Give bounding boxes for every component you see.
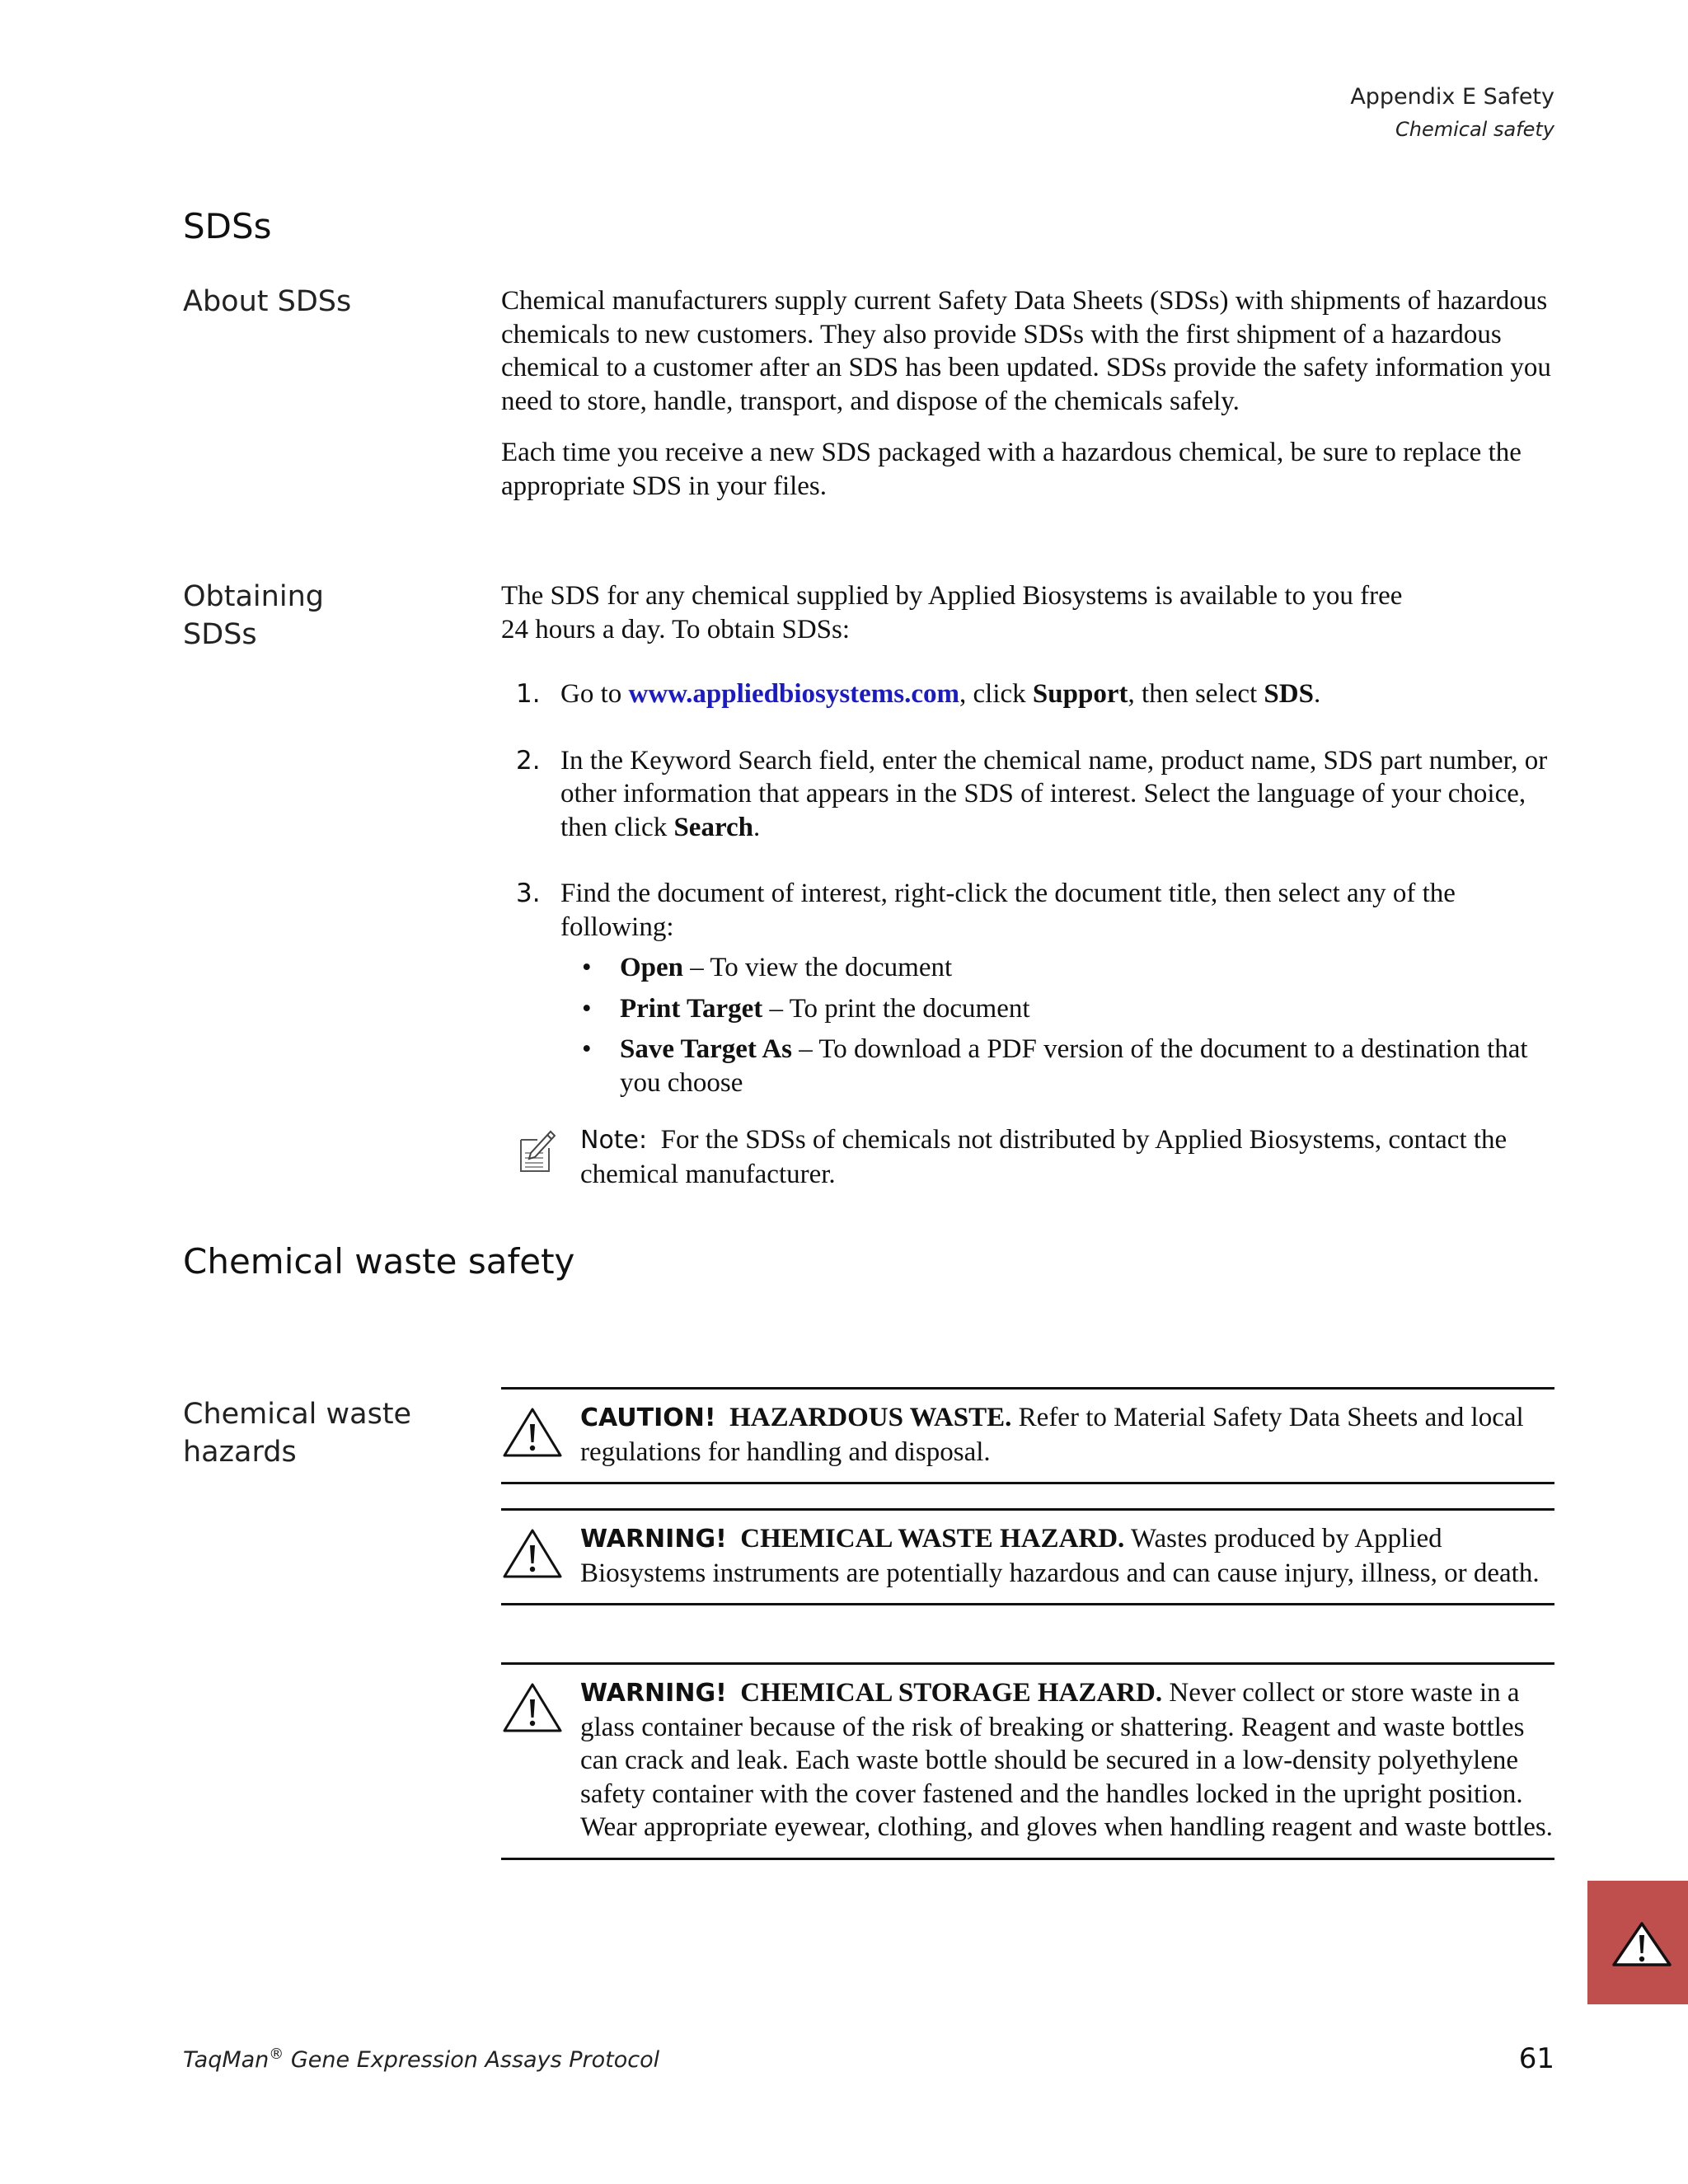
about-sdss-label: About SDSs [183, 285, 352, 318]
note-text: Note: For the SDSs of chemicals not distributed by Applied Biosystems, contact the chemical manufacturer. [580, 1125, 1507, 1189]
note-box [501, 1123, 1556, 1191]
warning-triangle-icon [503, 1527, 562, 1580]
warning-triangle-icon [503, 1681, 562, 1734]
warning-chemical-waste-hazard: WARNING! CHEMICAL WASTE HAZARD. Wastes produced by Applied Biosystems instruments are potentially hazardous and can cause injury, illness, or death. [501, 1508, 1554, 1605]
bullet-dot: • [582, 953, 592, 982]
safety-section-tab[interactable] [1587, 1881, 1688, 2004]
warning-triangle-icon [503, 1406, 562, 1459]
alert-signal: CAUTION! [580, 1404, 716, 1432]
alert-heading: CHEMICAL WASTE HAZARD. [740, 1524, 1125, 1554]
footer-title: TaqMan® Gene Expression Assays Protocol [183, 2046, 660, 2073]
step-2: 2. In the Keyword Search field, enter the chemical name, product name, SDS part number, or other information that appears in the SDS of interest. Select the language of your choice, then click Search. [516, 745, 1548, 842]
alert-heading: CHEMICAL STORAGE HAZARD. [740, 1678, 1163, 1708]
applied-biosystems-link[interactable]: www.appliedbiosystems.com [628, 679, 960, 709]
safety-tab-warning-icon [1611, 1920, 1672, 1968]
steps-list [501, 677, 1556, 1132]
bullet-dot: • [582, 1034, 592, 1064]
note-label: Note: [580, 1126, 648, 1155]
step-number: 1. [516, 679, 541, 709]
running-header [1350, 81, 1554, 145]
chemical-waste-hazards-label: Chemical waste hazards [183, 1398, 412, 1469]
chemical-waste-safety-heading: Chemical waste safety [183, 1241, 575, 1282]
step-3: 3. Find the document of interest, right-click the document title, then select any of the following: • Open – To view the document • Print Target – To print the document • Save Target As – To download a PDF version of the document to a destination that you choose [501, 877, 1556, 1099]
caution-hazardous-waste: CAUTION! HAZARDOUS WASTE. Refer to Material Safety Data Sheets and local regulations for handling and disposal. [501, 1387, 1554, 1484]
section-title: Chemical safety [1395, 118, 1554, 141]
step-1: 1. Go to www.appliedbiosystems.com, click Support, then select SDS. [501, 677, 1556, 711]
bullet-print-target: • Print Target – To print the document [560, 992, 1556, 1026]
step-number: 2. [516, 745, 541, 776]
obtaining-intro: The SDS for any chemical supplied by Applied Biosystems is available to you free 24 hours a day. To obtain SDSs: [501, 581, 1403, 644]
about-paragraph-1: Chemical manufacturers supply current Safety Data Sheets (SDSs) with shipments of hazardous chemicals to new customers. They also provide SDSs with the first shipment of a hazardous chemical to a customer after an SDS has been updated. SDSs provide the safety information you need to store, handle, transport, and dispose of the chemicals safely. [501, 286, 1551, 416]
warning-chemical-storage-hazard: WARNING! CHEMICAL STORAGE HAZARD. Never collect or store waste in a glass container because of the risk of breaking or shattering. Reagent and waste bottles can crack and leak. Each waste bottle should be secured in a low-density polyethylene safety container with the cover fastened and the handles locked in the upright position. Wear appropriate eyewear, clothing, and gloves when handling reagent and waste bottles. [501, 1662, 1554, 1860]
alert-heading: HAZARDOUS WASTE. [729, 1403, 1012, 1432]
alert-signal: WARNING! [580, 1679, 727, 1708]
chapter-title: Appendix E Safety [1350, 84, 1554, 110]
alert-signal: WARNING! [580, 1525, 727, 1554]
bullet-save-target-as: • Save Target As – To download a PDF version of the document to a destination that you choose [582, 1034, 1528, 1098]
obtaining-sdss-label: Obtaining SDSs [183, 580, 324, 651]
about-paragraph-2: Each time you receive a new SDS packaged with a hazardous chemical, be sure to replace the appropriate SDS in your files. [501, 438, 1522, 501]
bullet-open: • Open – To view the document [560, 951, 1556, 985]
note-pencil-icon [516, 1128, 556, 1174]
bullet-dot: • [582, 993, 592, 1024]
page-number: 61 [1518, 2042, 1554, 2075]
about-sdss-body [501, 284, 1556, 521]
sdss-heading: SDSs [183, 206, 272, 246]
step-number: 3. [516, 879, 541, 908]
